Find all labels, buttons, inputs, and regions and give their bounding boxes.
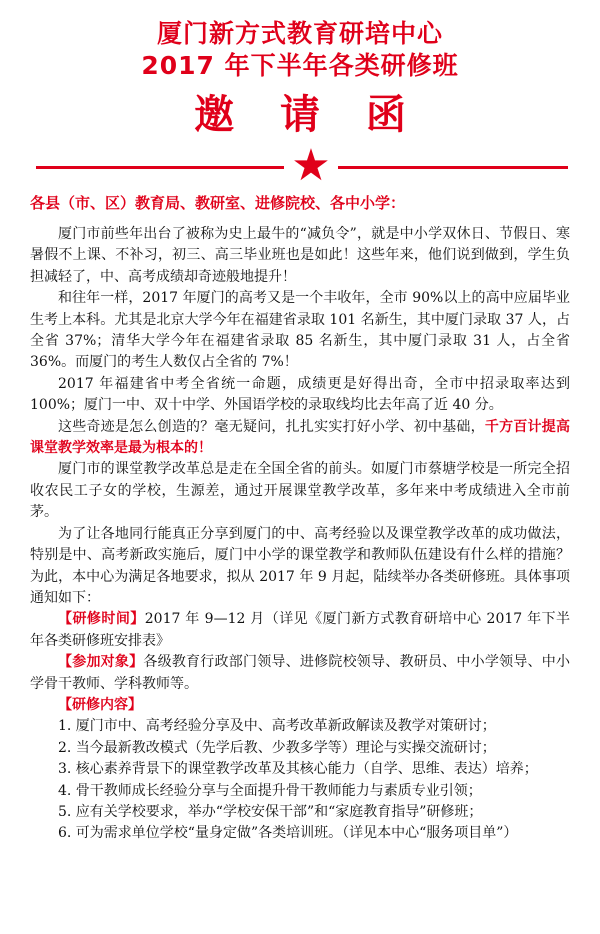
paragraph-miracle-text: 这些奇迹是怎么创造的？毫无疑问，扎扎实实打好小学、初中基础， xyxy=(58,418,485,435)
detail-audience-value: 各级教育行政部门领导、进修院校领导、教研员、中小学领导、中小学骨干教师、学科教师等。 xyxy=(30,654,571,692)
paragraph-zhongkao: 2017 年福建省中考全省统一命题，成绩更是好得出奇，全市中招录取率达到 100%；厦门一中、双十中学、外国语学校的录取线均比去年高了近 40 分。 xyxy=(30,375,570,414)
header-organization: 厦门新方式教育研培中心 xyxy=(156,19,443,48)
header-invitation: 邀 请 函 xyxy=(194,91,422,138)
content-item: 1. 厦门市中、高考经验分享及中、高考改革新政解读及教学对策研讨； xyxy=(58,718,496,735)
paragraph-gaokao: 和往年一样，2017 年厦门的高考又是一个丰收年，全市 90%以上的高中应届毕业生考上本科。尤其是北京大学今年在福建省录取 101 名新生，其中厦门录取 37 人，占全省 37%；清华大学今年在福建省录取 85 名新生，其中厦门录取 31 人，占全省 36%。而厦门的考生人数仅占全省的 7%！ xyxy=(30,290,570,371)
paragraph-miracle xyxy=(30,417,570,460)
paragraph-reduce-burden: 厦门市前些年出台了被称为史上最牛的“减负令”，就是中小学双休日、节假日、寒暑假不上课、不补习，初三、高三毕业班也是如此！这些年来，他们说到做到，学生负担减轻了，中、高考成绩却奇迹般地提升！ xyxy=(30,226,570,285)
letter-body xyxy=(30,224,570,845)
detail-time xyxy=(30,609,570,652)
paragraph-purpose: 为了让各地同行能真正分享到厦门的中、高考经验以及课堂教学改革的成功做法，特别是中、高考新政实施后，厦门中小学的课堂教学和教师队伍建设有什么样的措施？为此，本中心为满足各地要求，拟从 2017 年 9 月起，陆续举办各类研修班。具体事项通知如下： xyxy=(30,525,570,606)
detail-audience-label: 【参加对象】 xyxy=(58,654,144,671)
content-item: 2. 当今最新教改模式（先学后教、少教多学等）理论与实操交流研讨； xyxy=(58,739,496,756)
detail-content xyxy=(30,695,570,716)
content-item: 4. 骨干教师成长经验分享与全面提升骨干教师能力与素质专业引领； xyxy=(58,782,482,799)
detail-audience xyxy=(30,652,570,695)
header-subtitle: 2017 年下半年各类研修班 xyxy=(141,51,459,80)
detail-content-label: 【研修内容】 xyxy=(58,696,142,713)
detail-time-value: 2017 年 9—12 月（详见《厦门新方式教育研培中心 2017 年下半年各类研修班安排表》 xyxy=(30,611,571,649)
content-item: 5. 应有关学校要求，举办“学校安保干部”和“家庭教育指导”研修班； xyxy=(58,803,483,820)
divider-line-left xyxy=(36,166,284,169)
divider-line-right xyxy=(338,166,568,169)
decorative-divider xyxy=(30,140,570,191)
content-item: 3. 核心素养背景下的课堂教学改革及其核心能力（自学、思维、表达）培养； xyxy=(58,761,538,778)
paragraph-reform: 厦门市的课堂教学改革总是走在全国全省的前头。如厦门市蔡塘学校是一所完全招收农民工子女的学校，生源差，通过开展课堂教学改革，多年来中考成绩进入全市前茅。 xyxy=(30,461,570,521)
star-icon: ★ xyxy=(291,140,331,191)
salutation: 各县（市、区）教育局、教研室、进修院校、各中小学： xyxy=(30,194,406,212)
content-item: 6. 可为需求单位学校“量身定做”各类培训班。（详见本中心“服务项目单”） xyxy=(58,825,518,842)
detail-time-label: 【研修时间】 xyxy=(58,611,145,628)
paragraph-miracle-highlight: 千方百计提高课堂教学效率是最为根本的！ xyxy=(30,418,571,457)
